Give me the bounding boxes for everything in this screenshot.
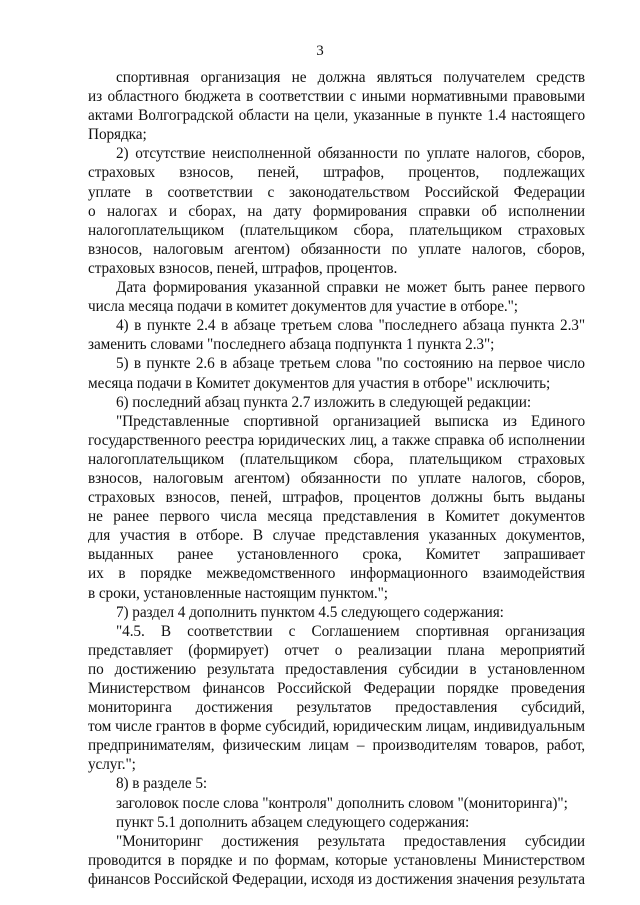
page-number: 3 [316,43,324,59]
text-line: заголовок после слова "контроля" дополнить словом "(мониторинга)"; [116,794,568,812]
text-line: для участия в отборе. В случае представления указанных документов, [88,527,585,545]
text-line: предпринимателям, физическим лицам – производителям товаров, работ, [88,737,585,755]
text-line: выданных ранее установленного срока, Комитет запрашивает [88,546,585,564]
text-line: взносов, налоговым агентом) обязанности по уплате налогов, сборов, [88,240,585,258]
text-line: услуг."; [88,756,136,774]
text-line: пункт 5.1 дополнить абзацем следующего содержания: [116,813,470,831]
text-line: государственного реестра юридических лиц, а также справка об исполнении [88,431,585,449]
text-line: налогоплательщиком (плательщиком сбора, плательщиком страховых [88,450,585,468]
text-line: о налогах и сборах, на дату формирования справки об исполнении [88,202,585,220]
text-line: 8) в разделе 5: [116,775,208,793]
text-line: "4.5. В соответствии с Соглашением спортивная организация [116,622,585,640]
text-line: Министерством финансов Российской Федерации порядке проведения [88,680,585,697]
text-line: заменить словами "последнего абзаца подпункта 1 пункта 2.3"; [88,336,495,354]
text-line: 6) последний абзац пункта 2.7 изложить в следующей редакции: [116,393,531,411]
text-line: их в порядке межведомственного информационного взаимодействия [88,565,585,583]
text-line: в сроки, установленные настоящим пунктом."; [88,584,388,602]
text-line: 2) отсутствие неисполненной обязанности по уплате налогов, сборов, [116,145,585,163]
text-line: мониторинга достижения результатов предоставления субсидий, [88,699,585,717]
text-line: 5) в пункте 2.6 в абзаце третьем слова "по состоянию на первое число [116,355,585,373]
text-line: финансов Российской Федерации, исходя из достижения значения результата [88,870,585,888]
text-line: проводится в порядке и по формам, которые установлены Министерством [88,851,585,869]
text-line: уплате в соответствии с законодательством Российской Федерации [88,183,585,201]
text-line: налогоплательщиком (плательщиком сбора, плательщиком страховых [88,221,585,239]
text-line: страховых взносов, пеней, штрафов, процентов, подлежащих [88,164,585,182]
text-line: спортивная организация не должна являться получателем средств [116,69,585,86]
text-line: числа месяца подачи в комитет документов для участие в отборе."; [88,298,518,316]
text-line: актами Волгоградской области на цели, указанные в пункте 1.4 настоящего [88,107,585,125]
text-line: Порядка; [88,126,147,144]
text-line: 4) в пункте 2.4 в абзаце третьем слова "последнего абзаца пункта 2.3" [116,317,585,335]
text-line: 7) раздел 4 дополнить пунктом 4.5 следующего содержания: [116,603,504,621]
text-line: страховых взносов, пеней, штрафов, процентов должны быть выданы [88,489,585,507]
text-line: "Мониторинг достижения результата предоставления субсидии [116,832,585,850]
document-body [88,68,585,889]
text-line: не ранее первого числа месяца представления в Комитет документов [88,508,585,526]
text-line: представляет (формирует) отчет о реализации плана мероприятий [88,641,585,659]
text-line: взносов, налоговым агентом) обязанности по уплате налогов, сборов, [88,469,585,487]
text-line: из областного бюджета в соответствии с иными нормативными правовыми [88,88,585,106]
text-line: месяца подачи в Комитет документов для участия в отборе" исключить; [88,374,551,392]
text-line: по достижению результата предоставления субсидии в установленном [88,660,585,678]
text-line: Дата формирования указанной справки не может быть ранее первого [116,279,585,297]
text-line: "Представленные спортивной организацией выписка из Единого [116,412,585,430]
text-line: страховых взносов, пеней, штрафов, процентов. [88,259,398,277]
text-line: том числе грантов в форме субсидий, юридическим лицам, индивидуальным [88,718,585,736]
